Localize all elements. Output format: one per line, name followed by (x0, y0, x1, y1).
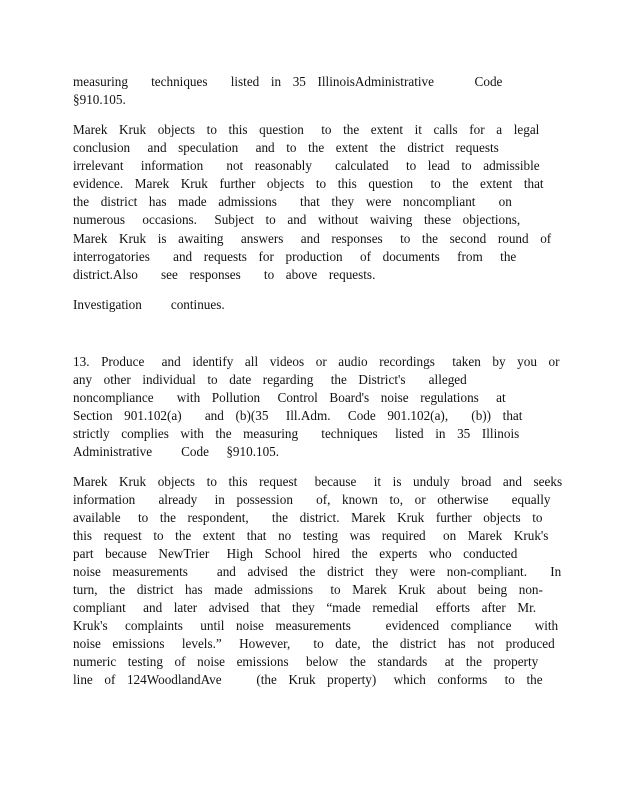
text-line: Section 901.102(a) and (b)(35 Ill.Adm. Code 901.102(a), (b)) that (73, 408, 523, 423)
text-line: measuring techniques listed in 35 IllinoisAdministrative Code (73, 74, 503, 89)
text-line: line of 124WoodlandAve (the Kruk property) which conforms to the (73, 672, 543, 687)
text-line: Kruk's complaints until noise measurements evidenced compliance with (73, 618, 559, 633)
text-line: part because NewTrier High School hired the experts who conducted (73, 546, 518, 561)
text-line: Marek Kruk is awaiting answers and responses to the second round of (73, 231, 552, 246)
text-line: compliant and later advised that they “made remedial efforts after Mr. (73, 600, 537, 615)
text-line: any other individual to date regarding the District's alleged (73, 372, 467, 387)
text-line: §910.105. (73, 92, 126, 107)
text-line: this request to the extent that no testing was required on Marek Kruk's (73, 528, 549, 543)
text-line: noise emissions levels.” However, to date, the district has not produced (73, 636, 555, 651)
text-line: Marek Kruk objects to this request because it is unduly broad and seeks (73, 474, 563, 489)
text-line: conclusion and speculation and to the extent the district requests (73, 140, 499, 155)
text-line: noncompliance with Pollution Control Board's noise regulations at (73, 390, 506, 405)
text-line: district.Also see responses to above requests. (73, 267, 376, 282)
text-line: strictly complies with the measuring techniques listed in 35 Illinois (73, 426, 520, 441)
text-line: available to the respondent, the district. Marek Kruk further objects to (73, 510, 543, 525)
text-line: numerous occasions. Subject to and without waiving these objections, (73, 212, 521, 227)
text-line: evidence. Marek Kruk further objects to this question to the extent that (73, 176, 544, 191)
text-line: the district has made admissions that they were noncompliant on (73, 194, 512, 209)
text-line: Investigation continues. (73, 297, 225, 312)
text-line: Administrative Code §910.105. (73, 444, 280, 459)
text-line: noise measurements and advised the district they were non-compliant. In (73, 564, 562, 579)
text-line: interrogatories and requests for production of documents from the (73, 249, 517, 264)
text-line: numeric testing of noise emissions below the standards at the property (73, 654, 539, 669)
text-line: irrelevant information not reasonably calculated to lead to admissible (73, 158, 540, 173)
text-line: Marek Kruk objects to this question to the extent it calls for a legal (73, 122, 540, 137)
text-line: turn, the district has made admissions to Marek Kruk about being non- (73, 582, 543, 597)
text-line: information already in possession of, known to, or otherwise equally (73, 492, 551, 507)
text-line: 13. Produce and identify all videos or audio recordings taken by you or (73, 354, 560, 369)
